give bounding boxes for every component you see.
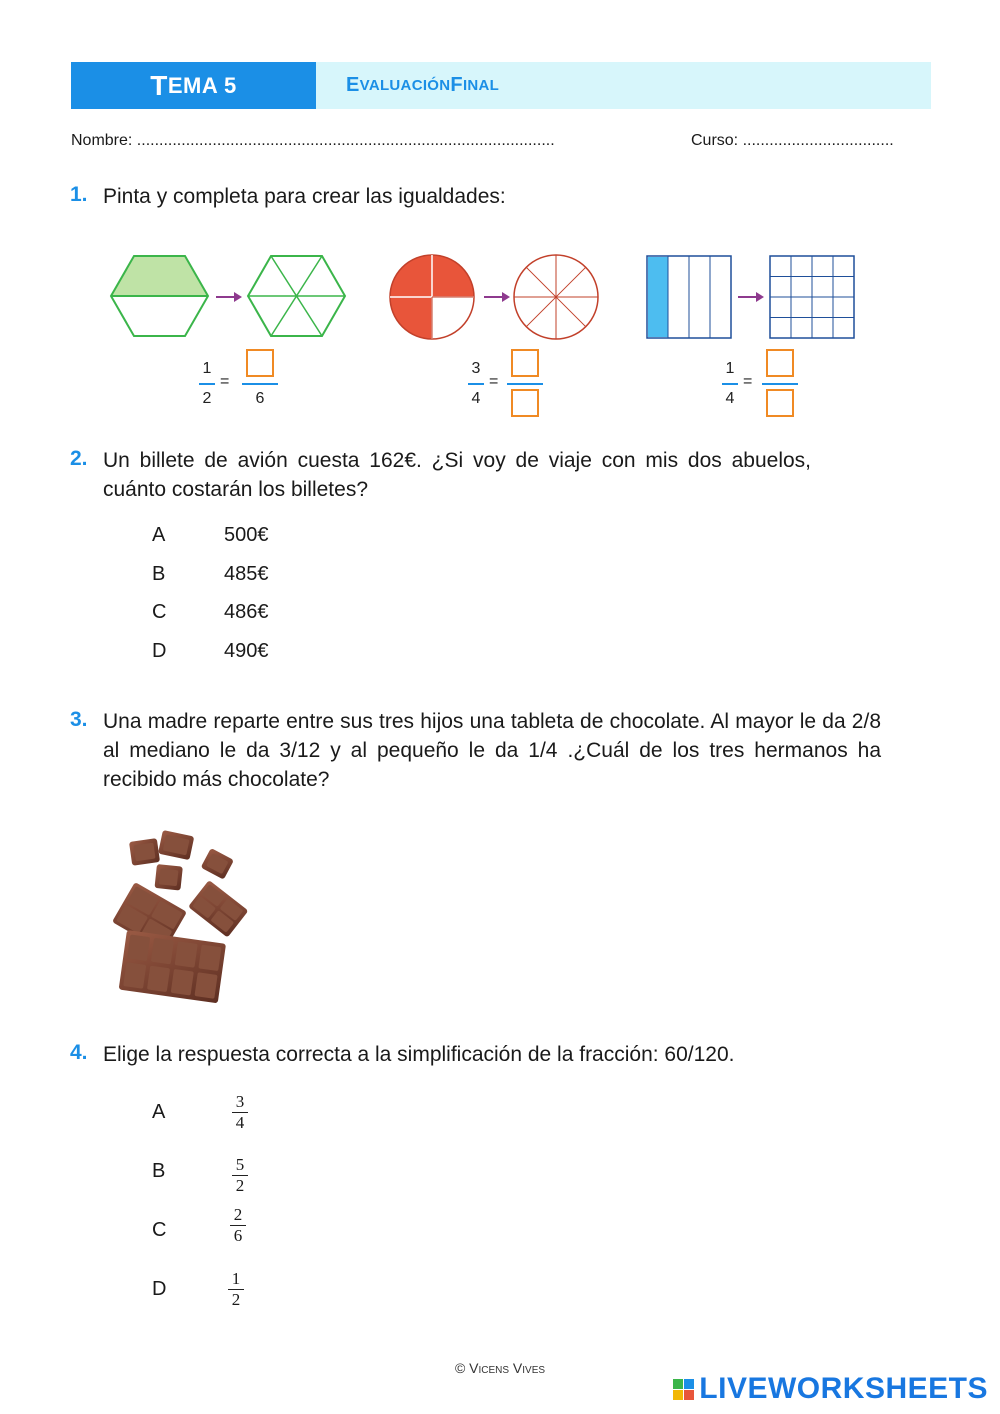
header-eval-f: F <box>450 74 463 96</box>
eq2-equals: = <box>489 373 499 390</box>
option-letter: C <box>152 601 167 623</box>
eq3-numerator-box[interactable] <box>766 349 794 377</box>
option-value: 500€ <box>224 524 269 546</box>
hexagon-six-parts[interactable] <box>248 256 345 336</box>
circle-eight-parts[interactable] <box>514 255 598 339</box>
header-evaluacion <box>316 62 931 109</box>
eq1-equals: = <box>220 373 230 390</box>
eq3-denominator: 4 <box>725 390 735 407</box>
question-4-number: 4. <box>70 1041 88 1064</box>
eq2-bar <box>468 383 484 385</box>
option-letter: A <box>152 1101 166 1123</box>
eq2-rhs-bar <box>507 383 543 385</box>
question-3-text: Una madre reparte entre sus tres hijos una tableta de chocolate. Al mayor le da 2/8 al mediano le da 3/12 y al pequeño le da 1/4 .¿Cuál de los tres hermanos ha recibido más chocolate? <box>103 710 881 791</box>
question-2-text: Un billete de avión cuesta 162€. ¿Si voy de viaje con mis dos abuelos, cuánto costarán los billetes? <box>103 449 811 501</box>
option-numerator: 1 <box>231 1269 241 1288</box>
option-value: 485€ <box>224 563 269 585</box>
liveworksheets-logo-icon <box>673 1375 697 1403</box>
eq1-numerator: 1 <box>202 360 212 377</box>
option-letter: C <box>152 1219 167 1241</box>
eq3-equals: = <box>743 373 753 390</box>
curso-field[interactable]: Curso: .................................. <box>691 132 894 149</box>
nombre-field[interactable]: Nombre: .............................................................................................. <box>71 132 555 149</box>
q1-figures <box>100 240 870 420</box>
eq1-rhs-denominator: 6 <box>255 390 265 407</box>
chocolate-image <box>105 822 255 1007</box>
rectangle-quarter-painted <box>647 256 731 338</box>
option-letter: B <box>152 563 166 585</box>
footer-copyright: © Vicens Vives <box>454 1360 546 1376</box>
eq2-denominator-box[interactable] <box>511 389 539 417</box>
option-letter: D <box>152 640 167 662</box>
header-eval-end: INAL <box>462 77 500 94</box>
arrow-icon <box>216 292 242 302</box>
option-letter: A <box>152 524 166 546</box>
liveworksheets-logo[interactable] <box>673 1372 988 1406</box>
eq1-denominator: 2 <box>202 390 212 407</box>
eq1-rhs-bar <box>242 383 278 385</box>
eq1-bar <box>199 383 215 385</box>
eq2-numerator-box[interactable] <box>511 349 539 377</box>
header-tema-rest: EMA 5 <box>167 72 237 98</box>
eq3-bar <box>722 383 738 385</box>
circle-three-quarters-painted <box>390 255 474 339</box>
question-1-number: 1. <box>70 183 88 206</box>
header-eval-mid: VALUACIÓN <box>359 77 451 94</box>
header-tema <box>71 62 316 109</box>
eq3-rhs-bar <box>762 383 798 385</box>
option-value: 490€ <box>224 640 269 662</box>
option-denominator: 4 <box>235 1113 245 1132</box>
header-eval-e: E <box>346 74 360 96</box>
header-tema-initial: T <box>150 69 168 101</box>
hexagon-half-painted <box>111 256 232 337</box>
option-numerator: 2 <box>233 1205 243 1224</box>
eq2-numerator: 3 <box>471 360 481 377</box>
rectangle-grid-sixteen[interactable] <box>770 256 854 338</box>
option-denominator: 2 <box>235 1176 245 1195</box>
eq3-denominator-box[interactable] <box>766 389 794 417</box>
option-letter: B <box>152 1160 166 1182</box>
arrow-icon <box>738 292 764 302</box>
question-3-number: 3. <box>70 708 88 731</box>
option-denominator: 2 <box>231 1290 241 1309</box>
question-4-text: Elige la respuesta correcta a la simplificación de la fracción: 60/120. <box>103 1043 735 1066</box>
option-numerator: 5 <box>235 1155 245 1174</box>
arrow-icon <box>484 292 510 302</box>
option-denominator: 6 <box>233 1226 243 1245</box>
question-1-text: Pinta y completa para crear las igualdades: <box>103 185 506 208</box>
question-2-number: 2. <box>70 447 88 470</box>
option-numerator: 3 <box>235 1092 245 1111</box>
eq3-numerator: 1 <box>725 360 735 377</box>
option-letter: D <box>152 1278 167 1300</box>
option-value: 486€ <box>224 601 269 623</box>
eq1-answer-box[interactable] <box>246 349 274 377</box>
eq2-denominator: 4 <box>471 390 481 407</box>
liveworksheets-logo-text: LIVEWORKSHEETS <box>699 1372 988 1405</box>
